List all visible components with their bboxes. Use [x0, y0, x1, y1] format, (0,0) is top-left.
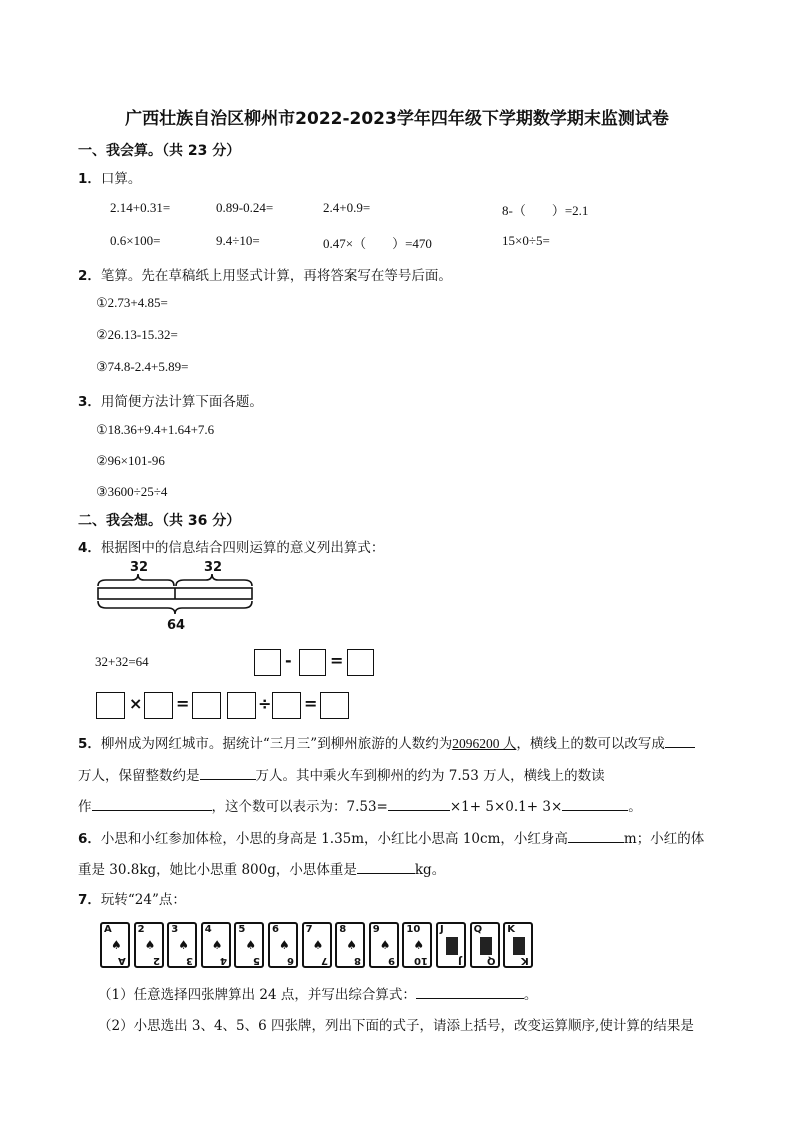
q5-text: 。 — [628, 799, 642, 815]
q3-item: ②96×101-96 — [96, 453, 165, 468]
answer-box[interactable] — [192, 692, 221, 719]
minus-sign: - — [285, 651, 292, 670]
playing-card — [470, 922, 500, 968]
q1-item: 8-（ ）=2.1 — [502, 203, 589, 218]
q5-text: ×1+ 5×0.1+ 3× — [449, 799, 563, 815]
card-rank: 2 — [137, 924, 145, 935]
question-text: 根据图中的信息结合四则运算的意义列出算式： — [100, 540, 385, 556]
playing-card — [503, 922, 533, 968]
card-rank: 7 — [305, 924, 313, 935]
spade-icon: ♠ — [178, 938, 189, 952]
playing-card — [234, 922, 264, 968]
q5-text: 万人。其中乘火车到柳州的约为 7.53 万人，横线上的数读 — [255, 768, 605, 784]
q1-item: 0.47×（ ）=470 — [323, 236, 432, 251]
answer-box[interactable] — [254, 649, 281, 676]
playing-card — [100, 922, 130, 968]
segment-right-label: 32 — [204, 560, 223, 575]
question-1 — [78, 167, 141, 187]
spade-icon: ♠ — [312, 938, 324, 952]
page-title: 广西壮族自治区柳州市2022-2023学年四年级下学期数学期末监测试卷 — [125, 109, 669, 129]
playing-card — [268, 922, 298, 968]
equals-sign: = — [330, 651, 344, 670]
given-equation: 32+32=64 — [95, 654, 149, 669]
question-4 — [78, 536, 384, 556]
spade-icon: ♠ — [144, 938, 156, 952]
question-5-line-1 — [78, 732, 695, 752]
q1-item: 2.4+0.9= — [323, 200, 371, 215]
question-text: 用简便方法计算下面各题。 — [100, 394, 263, 410]
question-5-line-2 — [78, 764, 605, 784]
q2-item: ①2.73+4.85= — [96, 295, 168, 310]
segment-total-label: 64 — [167, 618, 186, 633]
spade-icon: ♠ — [279, 938, 290, 952]
q1-item: 9.4÷10= — [216, 233, 260, 248]
question-number: 5． — [78, 736, 101, 752]
q7-text: （1）任意选择四张牌算出 24 点，并写出综合算式： — [98, 987, 416, 1003]
question-text: 笔算。先在草稿纸上用竖式计算，再将答案写在等号后面。 — [100, 268, 452, 284]
question-number: 1． — [78, 171, 101, 187]
blank-line[interactable] — [416, 986, 524, 999]
q1-item: 0.6×100= — [110, 233, 161, 248]
card-rank: 3 — [186, 955, 194, 966]
section-1-heading: 一、我会算。（共 23 分） — [78, 143, 241, 159]
q7-text: 。 — [523, 987, 538, 1003]
q6-text: 小思和小红参加体检，小思的身高是 1.35m，小红比小思高 10cm，小红身高 — [100, 831, 568, 847]
playing-card — [369, 922, 399, 968]
q1-item: 15×0÷5= — [502, 233, 550, 248]
blank-line[interactable] — [665, 735, 695, 748]
q3-item: ①18.36+9.4+1.64+7.6 — [96, 422, 215, 437]
times-sign: × — [129, 694, 143, 713]
card-rank: A — [118, 955, 126, 966]
blank-line[interactable] — [568, 830, 624, 843]
equals-sign: = — [176, 694, 190, 713]
q6-text: m；小红的体 — [623, 831, 705, 847]
q5-text: 柳州成为网红城市。据统计“三月三”到柳州旅游的人数约为 — [100, 736, 453, 752]
q3-item: ③3600÷25÷4 — [96, 484, 168, 499]
question-6-line-2 — [78, 858, 445, 878]
q5-text: 万人，保留整数约是 — [78, 768, 200, 784]
face-card-icon — [513, 937, 525, 955]
question-7 — [78, 888, 186, 908]
section-2-heading: 二、我会想。（共 36 分） — [78, 513, 241, 529]
blank-line[interactable] — [357, 861, 415, 874]
card-rank: 8 — [354, 955, 362, 966]
spade-icon: ♠ — [346, 938, 357, 952]
card-rank: K — [507, 924, 515, 935]
answer-box[interactable] — [227, 692, 256, 719]
card-rank: 6 — [272, 924, 279, 935]
card-rank: 3 — [171, 924, 179, 935]
spade-icon: ♠ — [111, 938, 122, 952]
question-number: 6． — [78, 831, 101, 847]
card-rank: 7 — [320, 955, 328, 966]
underlined-number: 2096200 人 — [452, 736, 517, 751]
q5-text: ，这个数可以表示为：7.53= — [211, 799, 388, 815]
face-card-icon — [446, 937, 458, 955]
equals-sign: = — [304, 694, 318, 713]
q5-text: 作 — [78, 799, 92, 815]
card-rank: J — [458, 955, 462, 966]
blank-line[interactable] — [388, 798, 450, 811]
spade-icon: ♠ — [211, 938, 223, 952]
answer-box[interactable] — [347, 649, 374, 676]
card-rank: 4 — [219, 955, 227, 966]
question-number: 3． — [78, 394, 101, 410]
playing-card — [201, 922, 231, 968]
question-7-sub-2: （2）小思选出 3、4、5、6 四张牌，列出下面的式子，请添上括号，改变运算顺序,使计算的结果是 — [98, 1018, 694, 1034]
playing-card — [134, 922, 164, 968]
answer-box[interactable] — [299, 649, 326, 676]
question-number: 2． — [78, 268, 101, 284]
q2-item: ③74.8-2.4+5.89= — [96, 359, 189, 374]
question-2 — [78, 264, 452, 284]
card-rank: J — [440, 924, 444, 935]
playing-card — [402, 922, 432, 968]
card-rank: K — [521, 955, 530, 966]
card-rank: 9 — [372, 924, 380, 935]
card-rank: 4 — [204, 924, 212, 935]
blank-line[interactable] — [92, 798, 212, 811]
question-7-sub-1 — [98, 983, 537, 1003]
question-text: 玩转“24”点： — [100, 892, 186, 908]
card-rank: A — [104, 924, 112, 935]
spade-icon: ♠ — [379, 938, 391, 952]
card-rank: Q — [487, 955, 496, 966]
segment-diagram — [92, 560, 262, 640]
question-number: 7． — [78, 892, 101, 908]
question-number: 4． — [78, 540, 101, 556]
card-rank: Q — [473, 924, 483, 935]
answer-box[interactable] — [272, 692, 301, 719]
card-rank: 5 — [253, 955, 261, 966]
playing-card — [436, 922, 466, 968]
card-rank: 10 — [406, 924, 421, 935]
answer-box[interactable] — [144, 692, 173, 719]
face-card-icon — [480, 937, 492, 955]
spade-icon: ♠ — [413, 938, 425, 952]
q1-item: 0.89-0.24= — [216, 200, 274, 215]
q6-text: kg。 — [414, 862, 446, 878]
question-5-line-3 — [78, 795, 642, 815]
card-rank: 10 — [414, 955, 429, 966]
spade-icon: ♠ — [245, 938, 257, 952]
question-text: 口算。 — [100, 171, 142, 187]
playing-card — [302, 922, 332, 968]
q5-text: ，横线上的数可以改写成 — [516, 736, 665, 752]
card-rank: 2 — [152, 955, 160, 966]
segment-left-label: 32 — [130, 560, 149, 575]
q2-item: ②26.13-15.32= — [96, 327, 178, 342]
card-rank: 9 — [387, 955, 395, 966]
blank-line[interactable] — [200, 767, 256, 780]
blank-line[interactable] — [562, 798, 628, 811]
answer-box[interactable] — [320, 692, 349, 719]
q6-text: 重是 30.8kg，她比小思重 800g，小思体重是 — [78, 862, 357, 878]
q1-item: 2.14+0.31= — [110, 200, 171, 215]
question-3 — [78, 390, 263, 410]
card-rank: 8 — [339, 924, 347, 935]
answer-box[interactable] — [96, 692, 125, 719]
playing-card — [167, 922, 197, 968]
divide-sign: ÷ — [258, 694, 272, 713]
card-rank: 6 — [287, 955, 294, 966]
card-rank: 5 — [238, 924, 246, 935]
playing-card — [335, 922, 365, 968]
question-6-line-1 — [78, 827, 704, 847]
